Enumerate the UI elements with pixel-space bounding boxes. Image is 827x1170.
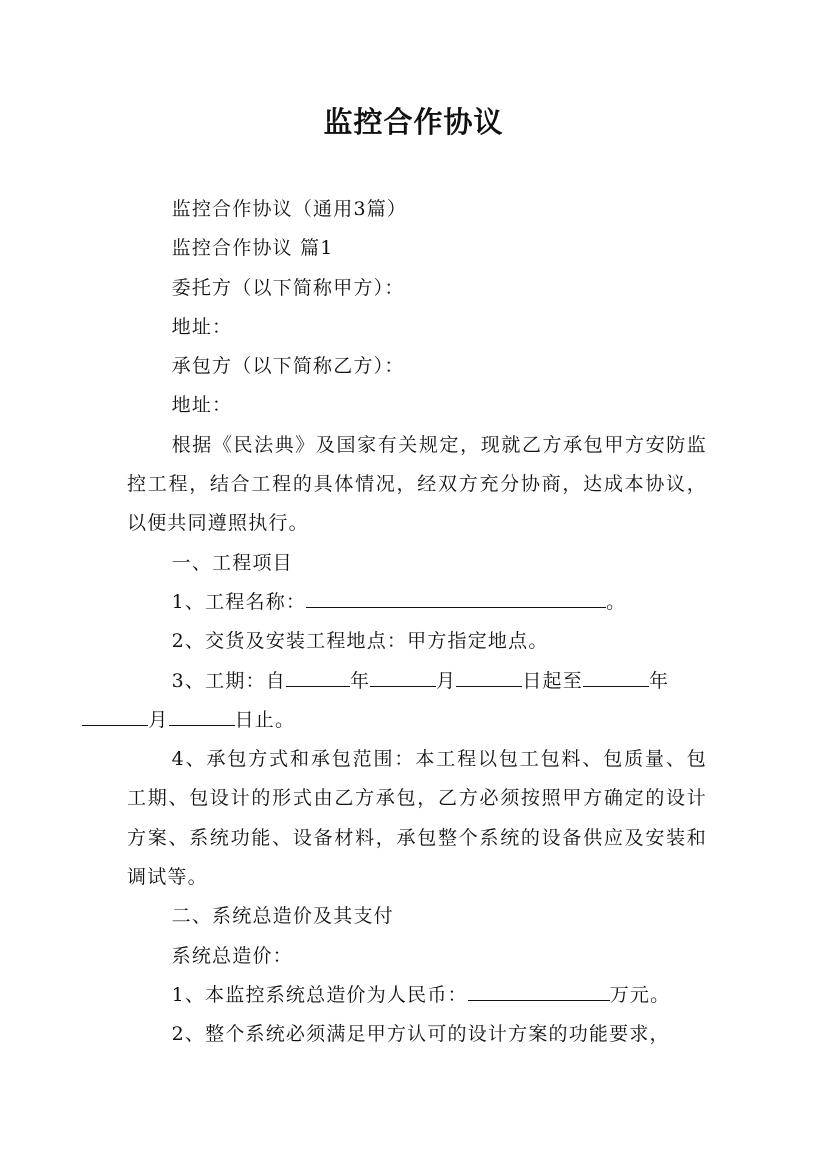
end-year-blank: [583, 666, 649, 687]
duration-label: 3、工期：自: [171, 669, 286, 692]
contract-scope-paragraph: 4、承包方式和承包范围：本工程以包工包料、包质量、包工期、包设计的形式由乙方承包，乙方必须按照甲方确定的设计方案、系统功能、设备材料，承包整个系统的设备供应及安装和调试等。: [127, 748, 707, 889]
start-month-blank: [370, 666, 436, 687]
section-two-heading: 二、系统总造价及其支付: [171, 905, 394, 928]
preamble-paragraph: 根据《民法典》及国家有关规定，现就乙方承包甲方安防监控工程，结合工程的具体情况，经双方充分协商，达成本协议，以便共同遵照执行。: [127, 433, 707, 535]
start-year-blank: [286, 666, 350, 687]
section-one-heading: 一、工程项目: [171, 551, 293, 574]
duration-line: [127, 662, 707, 741]
total-cost-text: 1、本监控系统总造价为人民币：: [171, 983, 468, 1006]
total-cost-label: 系统总造价：: [171, 944, 293, 967]
start-day-unit: 日起至: [522, 669, 583, 692]
total-cost-unit: 万元。: [609, 983, 671, 1006]
project-name-label: 1、工程名称：: [171, 590, 307, 613]
document-title: 监控合作协议: [323, 105, 504, 139]
total-cost-line: [127, 976, 707, 1015]
start-day-blank: [456, 666, 522, 687]
contractor-address-line: 地址：: [171, 394, 233, 417]
client-address-line: 地址：: [171, 315, 233, 338]
document-body: [127, 190, 707, 1055]
subtitle-paragraph: 监控合作协议（通用3篇）: [171, 198, 408, 220]
start-year-unit: 年: [349, 669, 371, 692]
section-heading-part-1: 监控合作协议 篇1: [171, 237, 334, 260]
total-cost-blank: [468, 980, 610, 1001]
end-month-blank: [82, 705, 148, 726]
client-party-line: 委托方（以下简称甲方）：: [171, 276, 405, 299]
location-line: 2、交货及安装工程地点：甲方指定地点。: [171, 630, 549, 653]
contractor-party-line: 承包方（以下简称乙方）：: [171, 355, 405, 378]
end-month-unit: 月: [148, 708, 169, 731]
project-name-end: 。: [606, 590, 627, 613]
project-name-blank: [306, 587, 606, 608]
start-month-unit: 月: [436, 669, 457, 692]
end-day-unit: 日止。: [234, 708, 296, 731]
end-day-blank: [169, 705, 235, 726]
end-year-unit: 年: [648, 669, 670, 692]
system-requirement-line: 2、整个系统必须满足甲方认可的设计方案的功能要求，: [171, 1023, 670, 1046]
project-name-line: [127, 583, 707, 622]
